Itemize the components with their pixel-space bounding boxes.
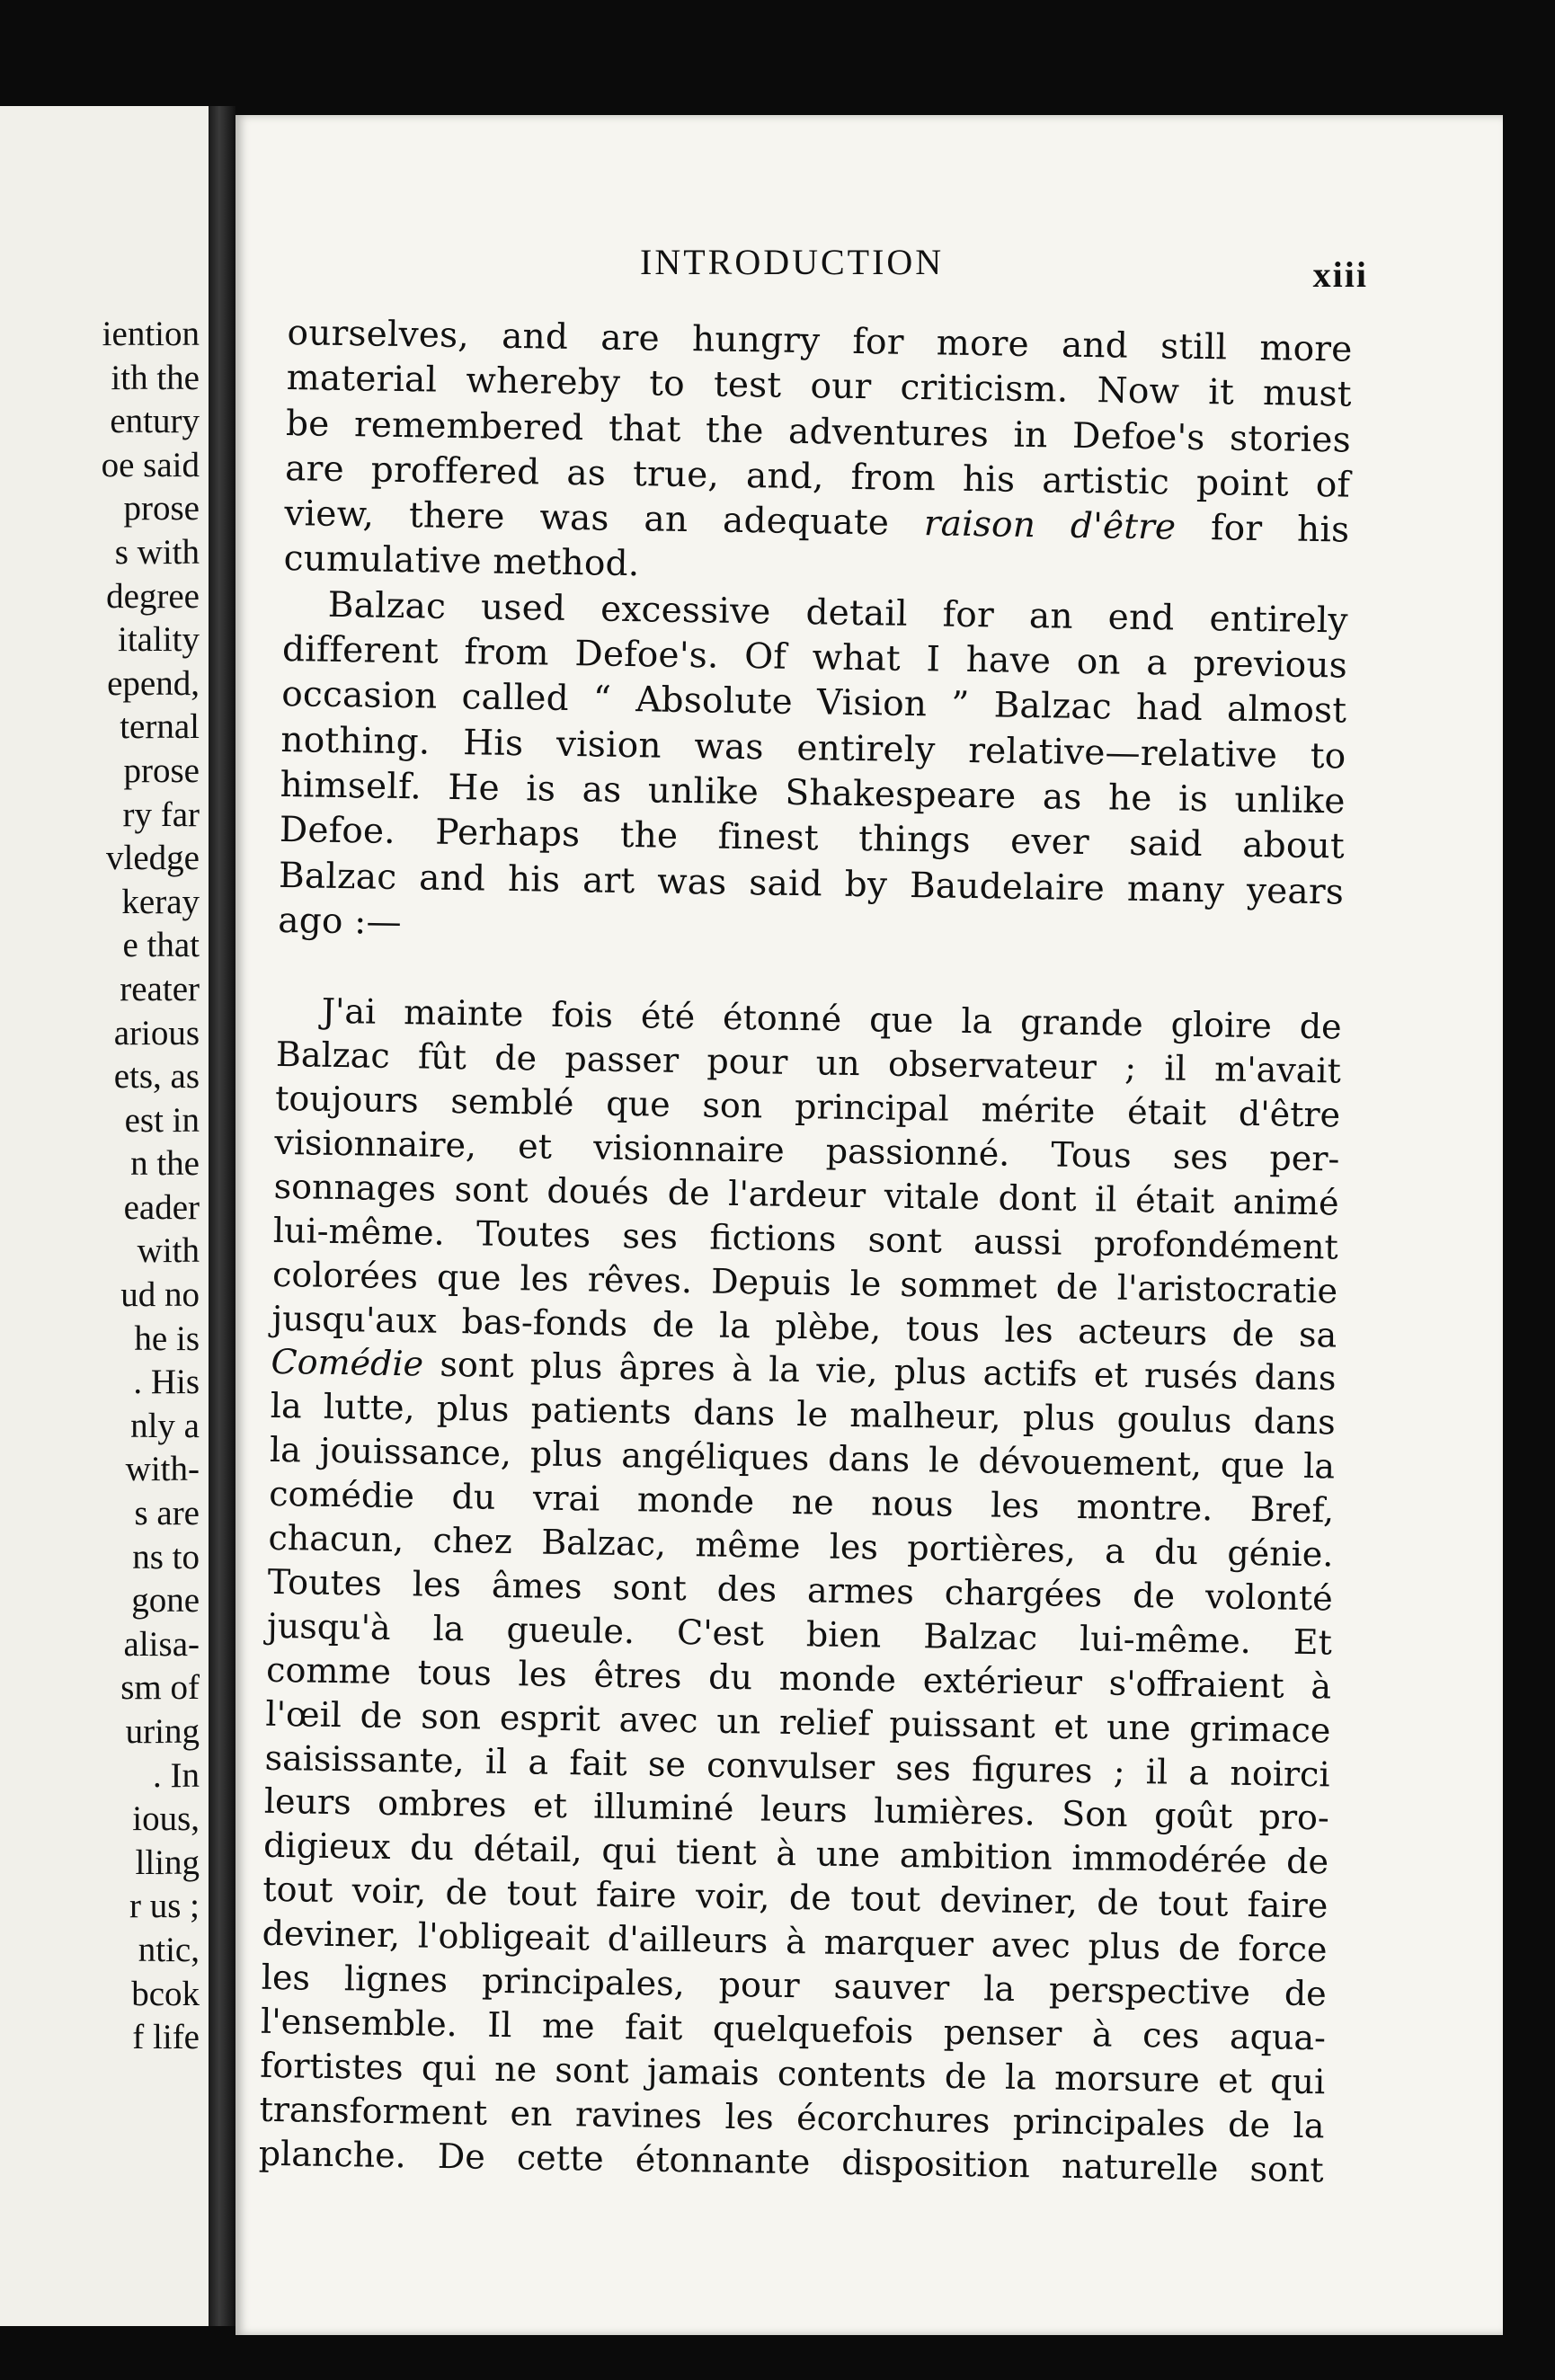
facing-line: e that [122, 926, 200, 965]
quote-line: comédie du vrai monde ne nous les montre. Bref, [268, 1473, 1335, 1531]
text-line: different from Defoe's. Of what I have on a previous [281, 629, 1348, 687]
text-line: be remembered that the adventures in Defoe's stories [285, 403, 1352, 461]
facing-line: entury [110, 402, 200, 441]
quote-line: lui-même. Toutes ses fictions sont aussi profondément [272, 1210, 1339, 1267]
text-line: himself. He is as unlike Shakespeare as he is unlike [280, 764, 1346, 822]
page-body [258, 311, 1352, 2192]
facing-line: f life [132, 2018, 200, 2057]
quote-line: Balzac fût de passer pour un observateur ; il m'avait [275, 1034, 1342, 1091]
facing-page [0, 106, 209, 2326]
paragraph-1 [283, 311, 1353, 599]
facing-line: gone [131, 1581, 200, 1621]
running-head [235, 241, 1503, 295]
running-title: INTRODUCTION [640, 242, 945, 282]
text-line: nothing. His vision was entirely relative—relative to [280, 719, 1346, 777]
quote-line: leurs ombres et illuminé leurs lumières. Son goût pro- [263, 1781, 1330, 1838]
facing-line: degree [106, 576, 200, 616]
italic-phrase: raison d'être [923, 503, 1177, 548]
text-line: ago :— [277, 900, 403, 943]
italic-word: Comédie [271, 1342, 424, 1384]
facing-line: epend, [107, 663, 200, 703]
text-line: are proffered as true, and, from his artistic point of [284, 448, 1351, 506]
text-span: view, there was an adequate [284, 493, 890, 544]
facing-line: ternal [120, 707, 200, 747]
page-number: xiii [1312, 254, 1368, 295]
text-line: occasion called “ Absolute Vision ” Balzac had almost [280, 674, 1347, 732]
quote-line: l'ensemble. Il me fait quelquefois penser à ces aqua- [260, 2001, 1327, 2058]
text-line: ourselves, and are hungry for more and still more [287, 312, 1353, 370]
facing-line: alisa- [123, 1624, 200, 1664]
facing-line: sm of [120, 1668, 200, 1708]
facing-line: keray [121, 882, 200, 921]
text-line: material whereby to test our criticism. Now it must [286, 358, 1353, 415]
facing-line: bcok [131, 1974, 200, 2013]
quote-line: sonnages sont doués de l'ardeur vitale dont il était animé [273, 1166, 1339, 1223]
main-page [235, 115, 1503, 2335]
text-line: Balzac used excessive detail for an end entirely [327, 584, 1349, 642]
facing-line: ry far [122, 795, 200, 834]
quote-line: comme tous les êtres du monde extérieur s'offraient à [265, 1649, 1332, 1707]
text-line: cumulative method. [283, 538, 640, 585]
baudelaire-quotation [258, 989, 1342, 2192]
facing-page-text [102, 313, 200, 2060]
quote-line: J'ai mainte fois été étonné que la grande gloire de [321, 990, 1342, 1047]
facing-line: ith the [111, 358, 200, 397]
facing-line: r us ; [129, 1887, 200, 1926]
facing-line: uring [125, 1712, 200, 1751]
quote-line: tout voir, de tout faire voir, de tout deviner, de tout faire [262, 1869, 1328, 1926]
facing-line: s are [134, 1494, 200, 1533]
facing-line: est in [124, 1100, 200, 1140]
quote-line: planche. De cette étonnante disposition naturelle sont [258, 2133, 1325, 2190]
quote-line: digieux du détail, qui tient à une ambition immodérée de [262, 1825, 1329, 1882]
quote-line: Toutes les âmes sont des armes chargées de volonté [267, 1561, 1333, 1619]
quote-line: fortistes qui ne sont jamais contents de la morsure et qui [259, 2045, 1326, 2102]
facing-line: ud no [120, 1275, 200, 1315]
text-span: sont plus âpres à la vie, plus actifs et rusés dans [440, 1345, 1337, 1399]
facing-line: reater [120, 969, 200, 1008]
facing-line: prose [123, 750, 200, 790]
quote-line: les lignes principales, pour sauver la perspective de [261, 1957, 1328, 2014]
facing-line: arious [113, 1013, 200, 1052]
quote-line: la lutte, plus patients dans le malheur, plus goulus dans [270, 1386, 1337, 1443]
quote-line: la jouissance, plus angéliques dans le dévouement, que la [269, 1430, 1336, 1487]
quote-line: visionnaire, et visionnaire passionné. Tous ses per- [274, 1122, 1340, 1179]
facing-line: oe said [101, 445, 200, 484]
facing-line: s with [114, 532, 200, 572]
book-gutter [209, 106, 235, 2326]
facing-line: with [137, 1231, 200, 1271]
quote-line: transforment en ravines les écorchures principales de la [259, 2089, 1325, 2146]
facing-line: ious, [132, 1799, 200, 1839]
quote-line: colorées que les rêves. Depuis le sommet de l'aristocratie [271, 1254, 1338, 1311]
quote-line: jusqu'à la gueule. C'est bien Balzac lui-même. Et [266, 1605, 1333, 1663]
quote-line: chacun, chez Balzac, même les portières, a du génie. [268, 1517, 1334, 1575]
facing-line: iention [102, 315, 200, 353]
facing-line: itality [118, 620, 200, 660]
facing-line: vledge [106, 839, 200, 878]
facing-line: ns to [132, 1537, 200, 1576]
paragraph-2 [278, 582, 1348, 961]
facing-line: ets, as [113, 1057, 200, 1097]
facing-line: n the [130, 1144, 200, 1184]
facing-line: . His [133, 1363, 200, 1402]
facing-line: prose [123, 489, 200, 528]
facing-line: ntic, [138, 1930, 200, 1969]
quote-line: deviner, l'obligeait d'ailleurs à marquer avec plus de force [262, 1913, 1328, 1970]
quote-line: jusqu'aux bas-fonds de la plèbe, tous les acteurs de sa [271, 1298, 1337, 1354]
facing-line: lling [135, 1843, 200, 1882]
text-line: Defoe. Perhaps the finest things ever said about [279, 810, 1346, 867]
facing-line: with- [125, 1450, 200, 1489]
facing-line: . In [153, 1755, 200, 1795]
quote-line: l'œil de son esprit avec un relief puissant et une grimace [265, 1693, 1331, 1751]
facing-line: eader [123, 1187, 200, 1227]
facing-line: nly a [130, 1406, 200, 1445]
text-span: for his [1210, 508, 1350, 551]
text-line: Balzac and his art was said by Baudelaire many years [278, 855, 1345, 913]
facing-line: he is [134, 1319, 200, 1358]
quote-line: toujours semblé que son principal mérite était d'être [274, 1078, 1341, 1135]
quote-line: saisissante, il a fait se convulser ses figures ; il a noirci [264, 1737, 1330, 1794]
